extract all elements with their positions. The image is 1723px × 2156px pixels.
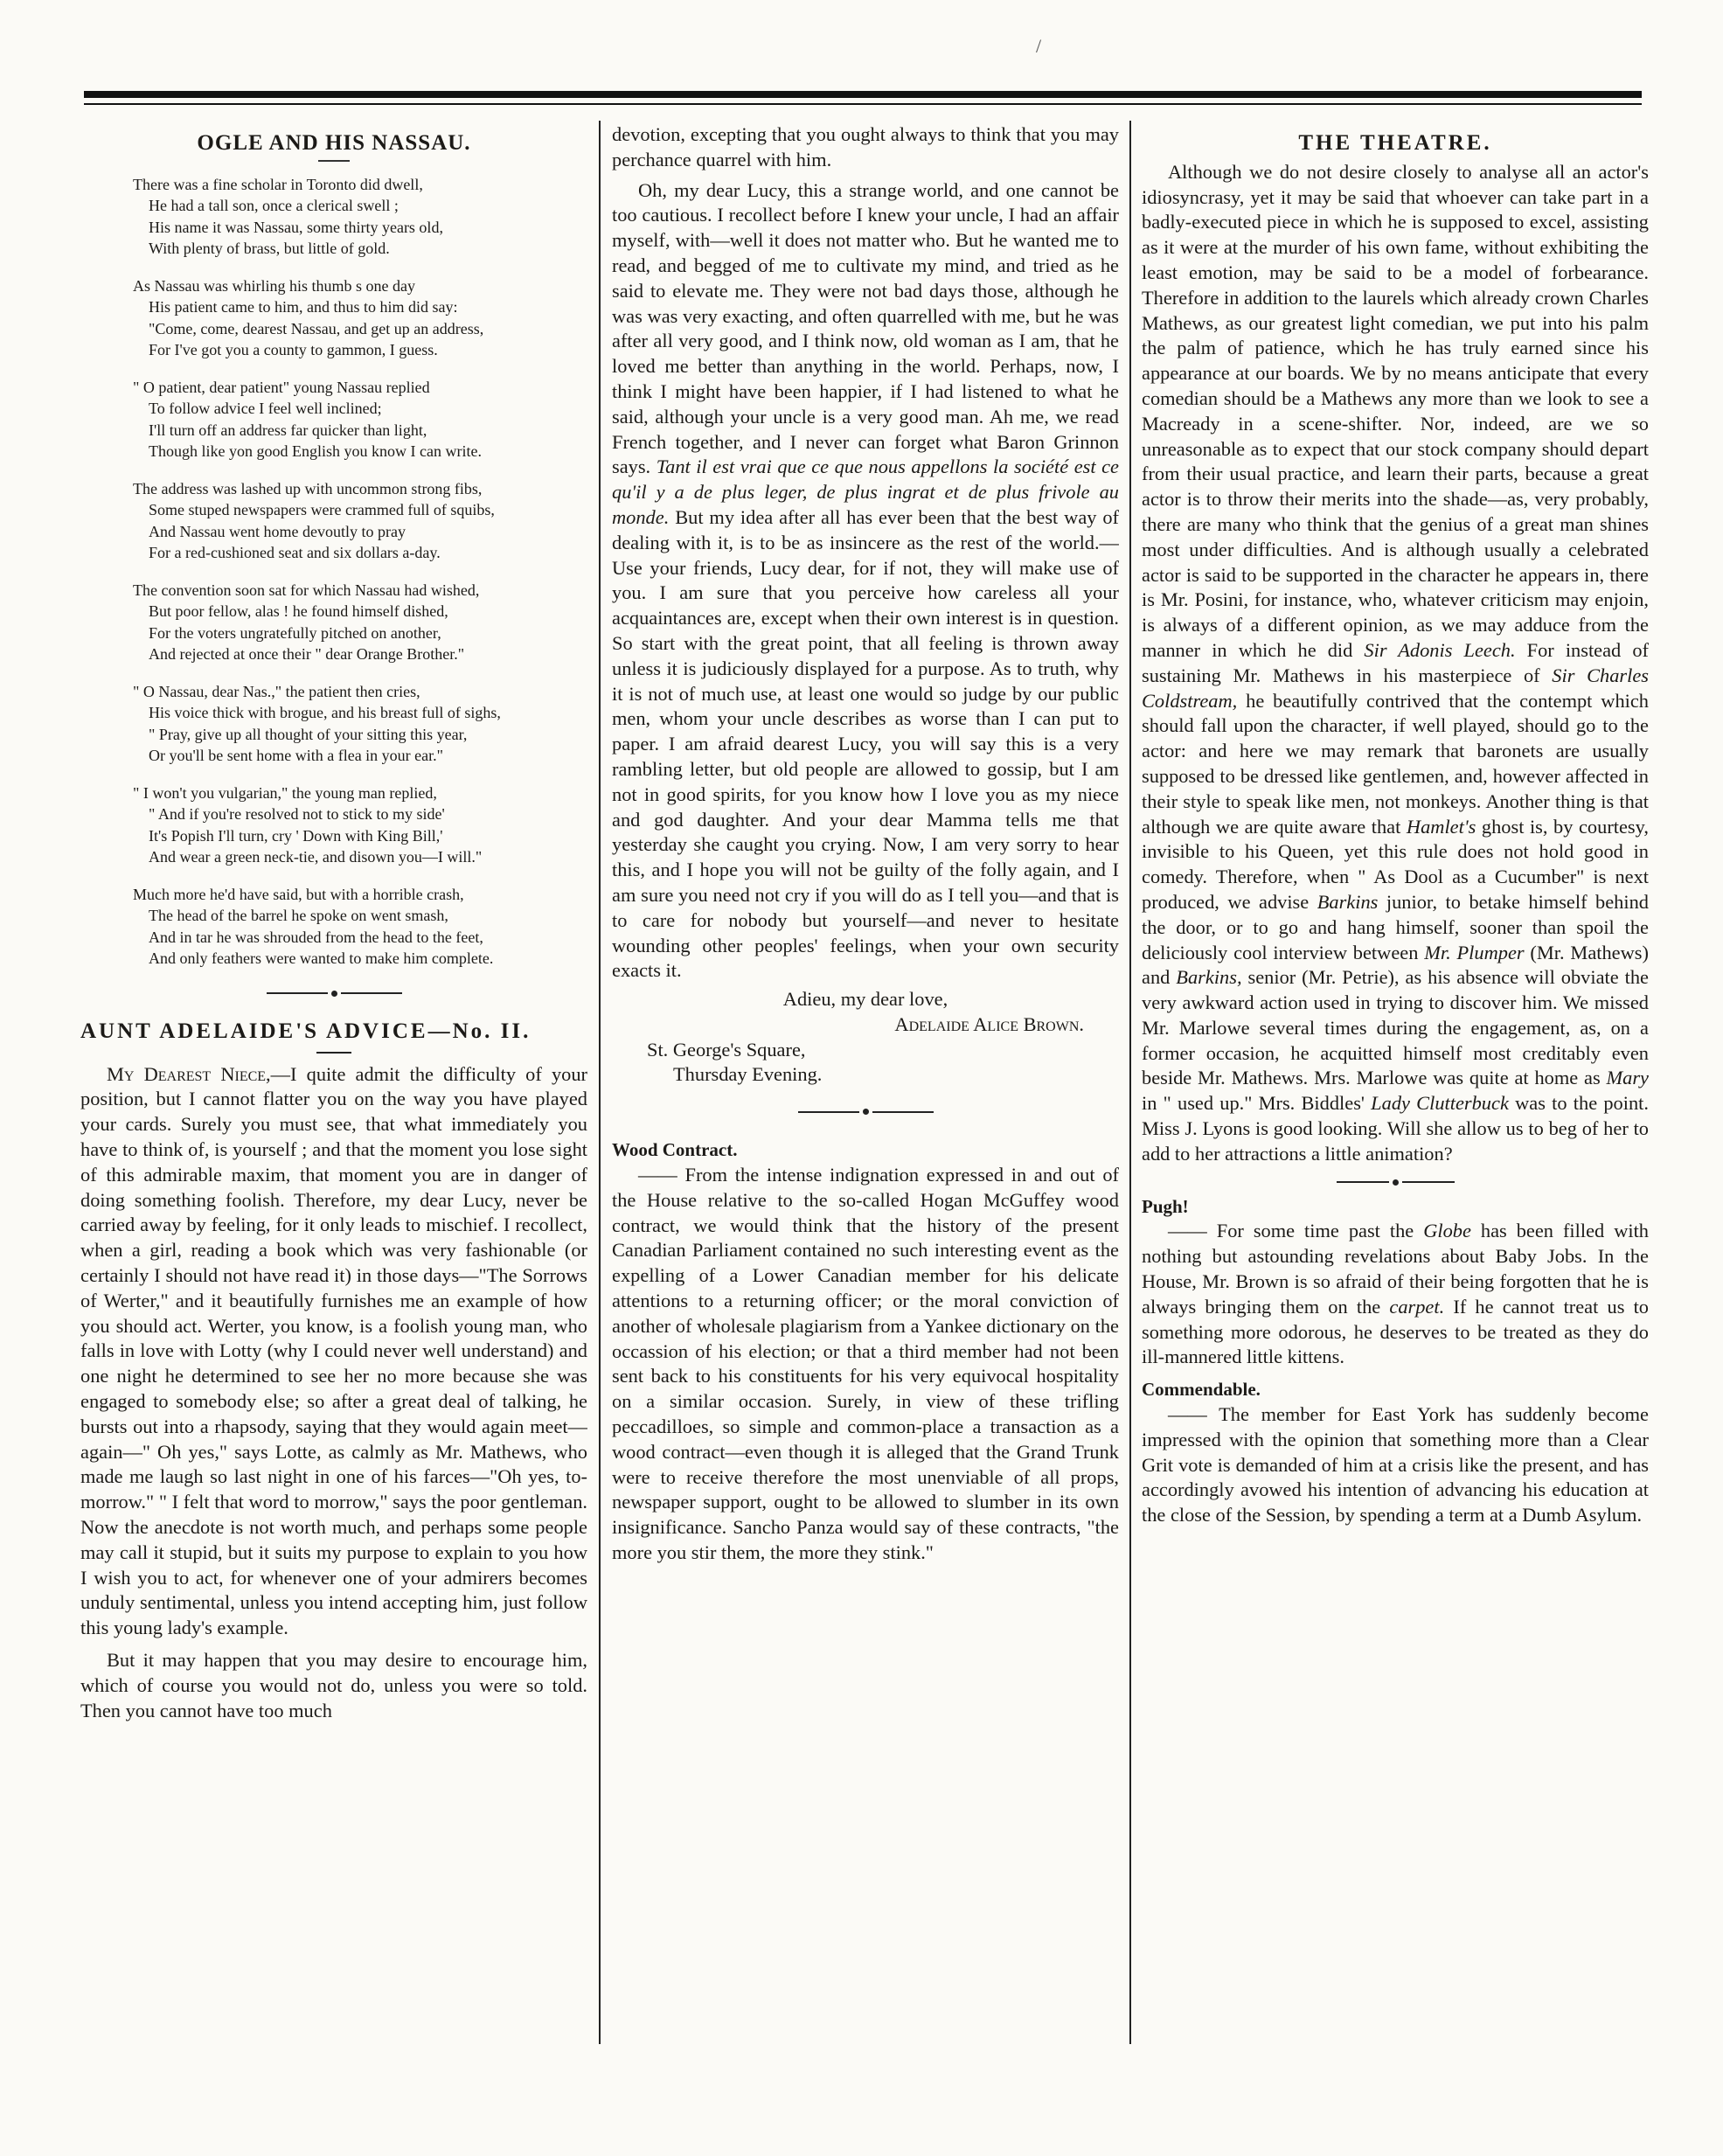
role-name: Lady Clutterbuck xyxy=(1371,1092,1509,1115)
poem-line: But poor fellow, alas ! he found himself dished, xyxy=(149,602,448,621)
letter-address-line: St. George's Square, xyxy=(647,1038,806,1061)
page-mark: / xyxy=(1036,35,1042,57)
advice-paragraph-2: But it may happen that you may desire to encourage him, which of course you would not do, unless you were so told. Then you cannot have too much xyxy=(80,1648,587,1721)
poem-line: His patient came to him, and thus to him did say: xyxy=(149,298,458,316)
column-middle xyxy=(612,122,1119,2121)
wood-contract-text: —— From the intense indignation expressed in and out of the House relative to the so-called Hogan McGuffey wood contract, we would think that the history of the present Canadian Parliament contained no such interesting event as the expelling of a Lower Canadian member for his delicate attentions to a returning officer; or the moral conviction of another of wholesale plagiarism from a Yankee dictionary on the occassion of his election; or that a third member had not been sent back to his constituents for his very equivocal hospitality on a similar occasion. Surely, in view of these trifling peccadilloes, so simple and common-place a transaction as a wood contract—even though it is alleged that the Grand Trunk were to receive therefore the most unenviable of all props, newspaper support, ought to be allowed to slumber in its own insignificance. Sancho Panza would say of these contracts, "the more you stir them, the more they stink." xyxy=(612,1164,1119,1564)
poem-line: And wear a green neck-tie, and disown you—I will." xyxy=(149,848,483,866)
column-right xyxy=(1142,122,1649,2121)
poem-line: Some stuped newspapers were crammed full of squibs, xyxy=(149,501,495,519)
pugh-heading: Pugh! xyxy=(1142,1195,1189,1217)
letter-closing: Adieu, my dear love, xyxy=(782,988,948,1011)
commendable-text: —— The member for East York has suddenly become impressed with the opinion that something more than a Clear Grit vote is demanded of him at a crisis like the present, and has accordingly avowed his intention of advancing his education at the close of the Session, by spending a term at a Dumb Asylum. xyxy=(1142,1403,1649,1527)
poem-line: I'll turn off an address far quicker than light, xyxy=(149,421,427,439)
role-name: Barkins, xyxy=(1176,966,1242,989)
advice-greeting: My Dearest Niece, xyxy=(107,1062,271,1085)
pugh-text: —— For some time past the Globe has been filled with nothing but astounding revelations about Baby Jobs. In the House, Mr. Brown is so afraid of their being forgotten that he is always bringing them on the carpet. If he cannot treat us to something more odorous, he deserves to be treated as they do ill-mannered little kittens. xyxy=(1142,1220,1649,1368)
poem-line: " O Nassau, dear Nas.," the patient then cries, xyxy=(133,682,420,700)
poem-title: OGLE AND HIS NASSAU. xyxy=(197,131,471,155)
poem-stanza xyxy=(133,681,587,767)
poem-line: " O patient, dear patient" young Nassau replied xyxy=(133,378,430,396)
letter-signature: Adelaide Alice Brown. xyxy=(894,1012,1084,1035)
poem-line: And in tar he was shrouded from the head to the feet, xyxy=(149,928,483,946)
poem-stanza xyxy=(133,377,587,462)
poem-line: His name it was Nassau, some thirty years old, xyxy=(149,218,443,236)
poem-line: " Pray, give up all thought of your sitting this year, xyxy=(149,725,468,743)
section-ornament xyxy=(80,991,587,997)
theatre-text: Although we do not desire closely to analyse all an actor's idiosyncrasy, yet it may be said that whoever can take part in a badly-executed piece in which he is supposed to excel, assisting as it were at the murder of his own fame, without exhibiting the least emotion, may be said to be a model of forbearance. Therefore in addition to the laurels which already crown Charles Mathews, as our greatest light comedian, we put into his palm the palm of patience, which he has truly earned since his appearance at our boards. We by no means anticipate that every comedian should be a Mathews any more than we look to see a Macready in a scene-shifter. Nor, indeed, are we so unreasonable as to expect that our stock company should depart from their usual practice, and learn their parts, because a great actor is to throw their merits into the shade—as, very probably, there are many who think that the genius of a great man shines most under difficulties. And is although usually a celebrated actor is said to be supported in the character he appears in, there is Mr. Posini, for instance, who, whatever criticism may enjoin, is always of a different opinion, as we may adduce from the manner in which he did Sir Adonis Leech. For instead of sustaining Mr. Mathews in his masterpiece of Sir Charles Coldstream, he beautifully contrived that the contempt which should fall upon the character, if well played, should go to the actor: and here we may remark that baronets are usually supposed to be dressed like gentlemen, and, however affected in their style to speak like men, not monkeys. Another thing is that although we are quite aware that Hamlet's ghost is, by courtesy, invisible to his Queen, yet this rule does not hold good in comedy. Therefore, when " As Dool as a Cucumber" is next produced, we advise Barkins junior, to betake himself behind the door, or to go and hang himself, sooner than spoil the deliciously cool interview between Mr. Plumper (Mr. Mathews) and Barkins, senior (Mr. Petrie), as his absence will obviate the very awkward action used in trying to discover him. We missed Mr. Marlowe several times during the engagement, as, on a former occasion, he acquitted himself most creditably even beside Mr. Mathews. Mrs. Marlowe was quite at home as Mary in " used up." Mrs. Biddles' Lady Clutterbuck was to the point. Miss J. Lyons is good looking. Will she allow us to beg of her to add to her attractions a little animation? xyxy=(1142,160,1649,1165)
column-divider-left xyxy=(599,121,601,2044)
poem-line: And only feathers were wanted to make him complete. xyxy=(149,949,494,968)
poem-line: There was a fine scholar in Toronto did dwell, xyxy=(133,175,423,193)
poem-stanza xyxy=(133,884,587,970)
role-name: Hamlet's xyxy=(1406,815,1476,838)
play-name: Sir Charles Coldstream, xyxy=(1142,664,1649,712)
advice-paragraph xyxy=(80,1062,587,1641)
poem-line: He had a tall son, once a clerical swell ; xyxy=(149,197,399,215)
letter-date-line: Thursday Evening. xyxy=(673,1063,823,1086)
role-name: Mr. Plumper xyxy=(1424,941,1525,963)
poem-line: As Nassau was whirling his thumb s one day xyxy=(133,276,415,295)
column-divider-right xyxy=(1129,121,1131,2044)
poem-line: The head of the barrel he spoke on went smash, xyxy=(149,907,448,925)
theatre-title: THE THEATRE. xyxy=(1298,131,1492,155)
title-underline xyxy=(316,1052,351,1054)
section-ornament xyxy=(612,1109,1119,1115)
poem-line: With plenty of brass, but little of gold. xyxy=(149,240,390,258)
poem-stanza xyxy=(133,782,587,868)
poem-line: For the voters ungratefully pitched on another, xyxy=(149,623,441,642)
newspaper-name: Globe xyxy=(1423,1220,1471,1242)
masthead-rule-thin xyxy=(84,103,1642,105)
poem-line: The convention soon sat for which Nassau had wished, xyxy=(133,581,480,599)
role-name: Mary xyxy=(1606,1067,1649,1089)
french-quote: Tant il est vrai que ce que nous appellons la société est ce qu'il y a de plus leger, de plus ingrat et de plus frivole au monde. xyxy=(612,456,1119,528)
poem-line: For I've got you a county to gammon, I guess. xyxy=(149,341,438,359)
poem-line: " And if you're resolved not to stick to my side' xyxy=(149,805,445,824)
poem-stanza xyxy=(133,275,587,361)
poem-stanza xyxy=(133,174,587,260)
poem-line: Or you'll be sent home with a flea in your ear." xyxy=(149,747,443,765)
poem-line: And rejected at once their " dear Orange Brother." xyxy=(149,645,465,664)
poem-line: "Come, come, dearest Nassau, and get up an address, xyxy=(149,319,484,337)
advice-title: AUNT ADELAIDE'S ADVICE—No. II. xyxy=(80,1019,531,1043)
poem-line: And Nassau went home devoutly to pray xyxy=(149,522,406,540)
poem-line: Though like yon good English you know I can write. xyxy=(149,442,482,461)
poem-line: The address was lashed up with uncommon strong fibs, xyxy=(133,479,483,497)
advice-text: But my idea after all has ever been that the best way of dealing with it, is to be as insincere as the rest of the world.—Use your friends, Lucy dear, for if not, they will make use of you. I am sure that you perceive how careless all your acquaintances are, except when their own interest is in question. So start with the great point, that all feeling is thrown away unless it is judiciously displayed for a purpose. As to truth, why it is not of much use, at least one would so judge by our public men, whom your uncle describes as worse than I can put to paper. I am afraid dearest Lucy, you will say this is a very rambling letter, but old people are allowed to gossip, but I am not in good spirits, for you know how I love you as my niece and god daughter. And your dear Mamma tells me that yesterday she caught you crying. Now, I am very sorry to hear this, and I hope you will not be guilty of the folly again, and I am sure you need not cry if you will do as I tell you—and that is to care for nobody but yourself—and never to hesitate wounding other peoples' feelings, when your own security exacts it. xyxy=(612,505,1119,982)
advice-continued: devotion, excepting that you ought always to think that you may perchance quarrel with him. xyxy=(612,123,1119,170)
title-underline xyxy=(318,160,350,162)
role-name: Barkins xyxy=(1317,890,1379,913)
poem-line: For a red-cushioned seat and six dollars a-day. xyxy=(149,544,441,562)
poem-stanza xyxy=(133,580,587,665)
column-left xyxy=(80,122,587,2121)
commendable-heading: Commendable. xyxy=(1142,1379,1261,1401)
poem-stanza xyxy=(133,478,587,564)
poem-line: " I won't you vulgarian," the young man replied, xyxy=(133,783,437,802)
poem-line: His voice thick with brogue, and his breast full of sighs, xyxy=(149,704,501,722)
masthead-rule-thick xyxy=(84,91,1642,98)
poem xyxy=(80,174,587,970)
advice-paragraph-3 xyxy=(612,178,1119,984)
poem-line: It's Popish I'll turn, cry ' Down with King Bill,' xyxy=(149,826,443,845)
poem-line: Much more he'd have said, but with a horrible crash, xyxy=(133,885,464,903)
advice-text: Oh, my dear Lucy, this a strange world, and one cannot be too cautious. I recollect before I knew your uncle, I had an affair myself, with—well it does not matter who. But he wanted me to read, and begged of me to cultivate my mind, and tried as he said to elevate me. They were not bad days those, although he was was very exacting, and often quarrelled with me, but he was after all very good, and I think now, old woman as I am, that he loved me better than anything in the world. Perhaps, now, I think I might have been happier, if I had listened to what he said, although your uncle is a very good man. Ah me, we read French together, and I never can forget what Baron Grinnon says. xyxy=(612,178,1119,478)
role-name: Sir Adonis Leech. xyxy=(1364,638,1516,661)
wood-contract-heading: Wood Contract. xyxy=(612,1139,738,1161)
advice-text: —I quite admit the difficulty of your position, but I cannot flatter you on the way you have played your cards. Surely you must see, that what immediately you have to think of, is yourself ; and that the moment you lose sight of this admirable maxim, that moment you are in danger of doing something foolish. Therefore, my dear Lucy, never be carried away by feeling, for it only leads to mischief. I recollect, when a girl, reading a book which was very fashionable (or certainly I should not have read it) in those days—"The Sorrows of Werter," and it beautifully furnishes me an example of how you should act. Werter, you know, is a foolish young man, who falls in love with Lotty (why I could never well understand) and one night he determined to see her no more because she was engaged to somebody else; so after a great deal of talking, he bursts out into a rhapsody, saying that they would again meet—again—" Oh yes," says Lotte, as calmly as Mr. Mathews, who made me laugh so last night in one of his farces—"Oh yes, to-morrow." " I felt that word to morrow," says the poor gentleman. Now the anecdote is not worth much, and perhaps some people may call it stupid, but it suits my purpose to explain to you how I wish you to act, for whenever one of your admirers becomes unduly sentimental, unless you intend accepting him, just follow this young lady's example. xyxy=(80,1062,587,1639)
section-ornament xyxy=(1142,1179,1649,1186)
poem-line: To follow advice I feel well inclined; xyxy=(149,400,382,418)
